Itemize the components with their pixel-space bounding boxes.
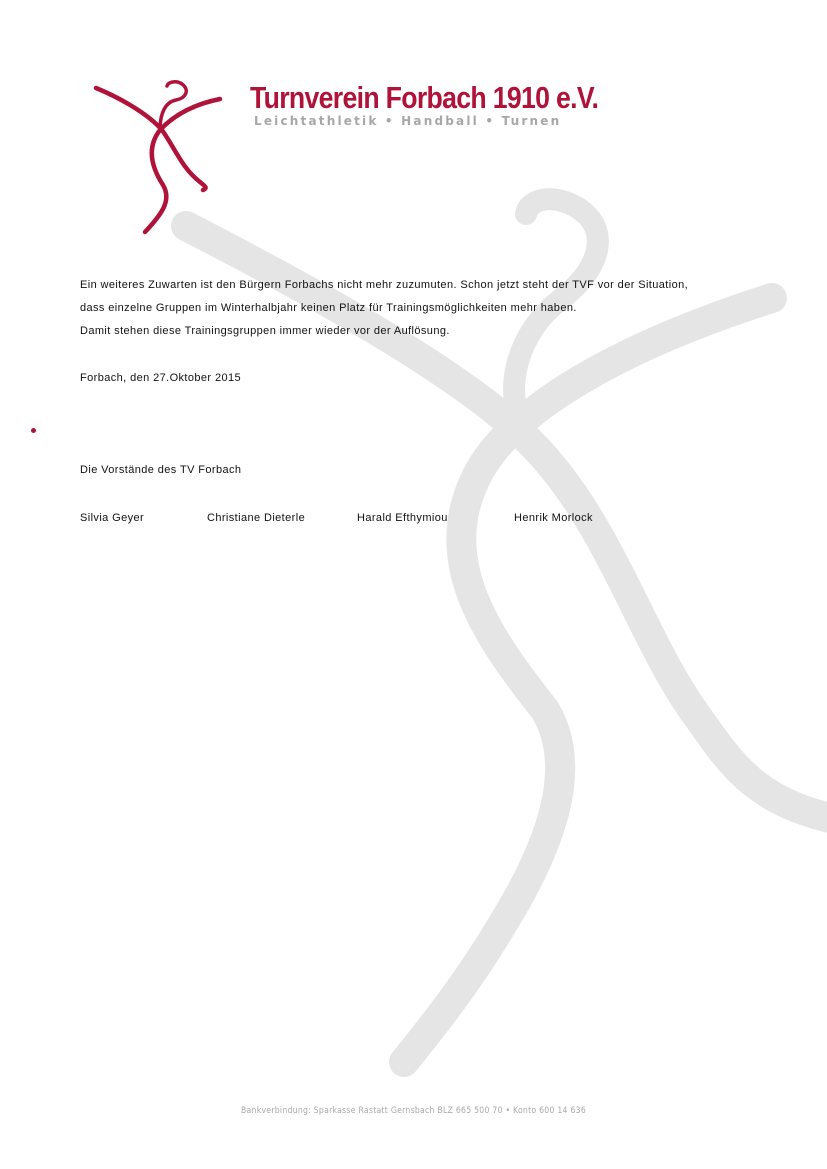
paragraph-line-1: Ein weiteres Zuwarten ist den Bürgern Forbachs nicht mehr zuzumuten. Schon jetzt steht der TVF vor der Situation, — [80, 279, 689, 291]
paragraph-line-3: Damit stehen diese Trainingsgruppen immer wieder vor der Auflösung. — [80, 325, 450, 337]
signer-2: Christiane Dieterle — [207, 512, 306, 524]
paragraph-line-2: dass einzelne Gruppen im Winterhalbjahr keinen Platz für Trainingsmöglichkeiten mehr haben. — [80, 302, 577, 314]
bullet-dot — [31, 428, 36, 433]
signer-3: Harald Efthymiou — [357, 512, 448, 524]
bank-info-footer: Bankverbindung: Sparkasse Rastatt Gernsbach BLZ 665 500 70 • Konto 600 14 636 — [240, 1106, 587, 1116]
signer-4: Henrik Morlock — [514, 512, 593, 524]
signoff: Die Vorstände des TV Forbach — [80, 464, 242, 476]
signer-1: Silvia Geyer — [80, 512, 145, 524]
gymnast-logo-icon — [88, 78, 228, 238]
place-date: Forbach, den 27.Oktober 2015 — [80, 372, 242, 384]
club-subtitle: Leichtathletik • Handball • Turnen — [254, 114, 562, 128]
club-name: Turnverein Forbach 1910 e.V. — [250, 80, 599, 115]
